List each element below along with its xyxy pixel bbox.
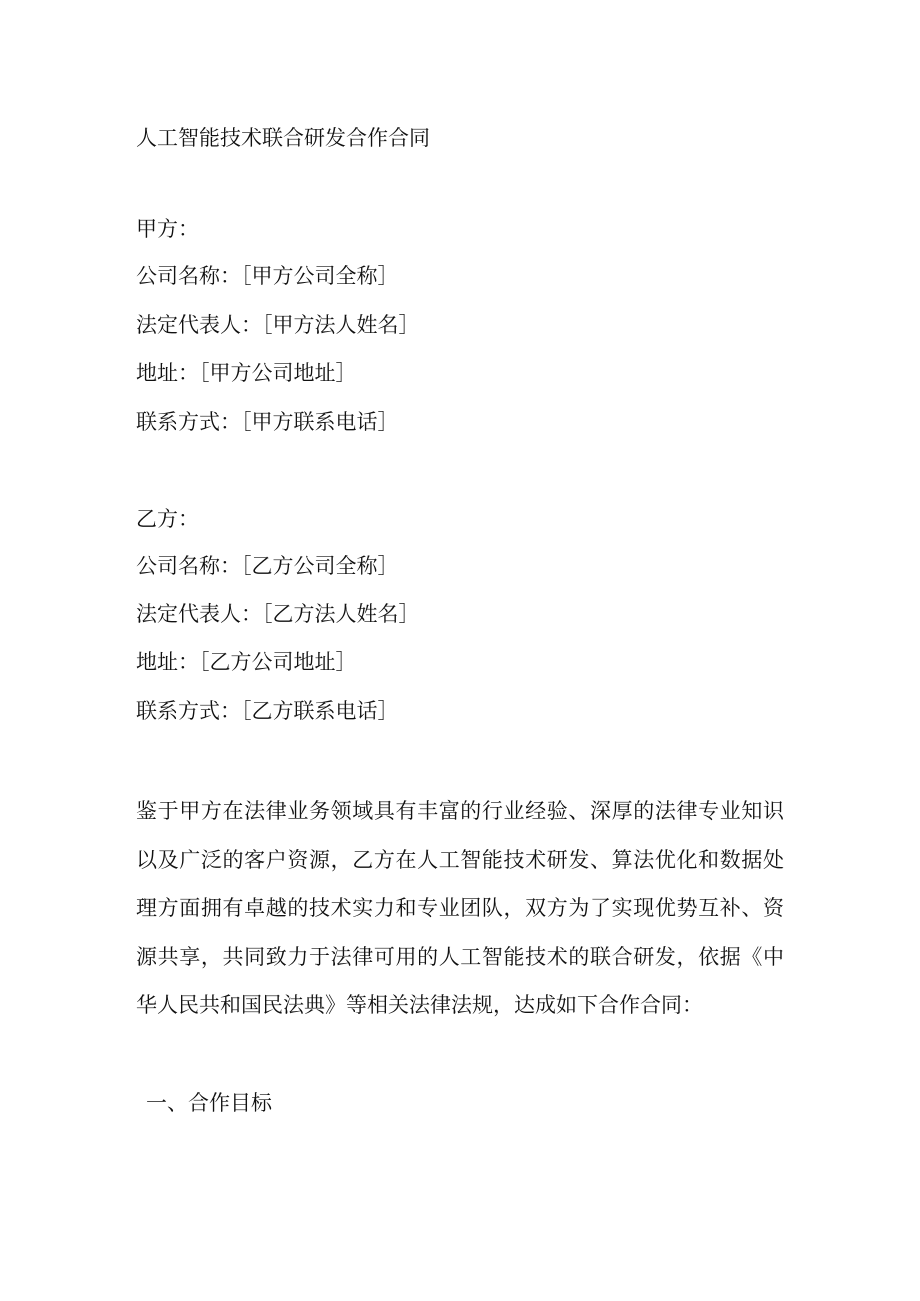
party-b-contact: 联系方式：［乙方联系电话］ <box>136 699 399 723</box>
party-b-company-name: 公司名称：［乙方公司全称］ <box>136 554 399 578</box>
party-b-heading: 乙方： <box>136 507 199 531</box>
party-a-legal-representative: 法定代表人：［甲方法人姓名］ <box>136 313 420 337</box>
party-a-heading: 甲方： <box>136 217 199 241</box>
section-heading-cooperation-goals: 一、合作目标 <box>146 1091 272 1115</box>
party-b-legal-representative: 法定代表人：［乙方法人姓名］ <box>136 602 420 626</box>
party-b-address: 地址：［乙方公司地址］ <box>136 650 357 674</box>
party-a-company-name: 公司名称：［甲方公司全称］ <box>136 264 399 288</box>
preamble-paragraph: 鉴于甲方在法律业务领域具有丰富的行业经验、深厚的法律专业知识以及广泛的客户资源，乙方在人工智能技术研发、算法优化和数据处理方面拥有卓越的技术实力和专业团队，双方为了实现优势互补、资源共享，共同致力于法律可用的人工智能技术的联合研发，依据《中华人民共和国民法典》等相关法律法规，达成如下合作合同： <box>136 799 784 1017</box>
document-title: 人工智能技术联合研发合作合同 <box>136 126 430 150</box>
party-a-address: 地址：［甲方公司地址］ <box>136 361 357 385</box>
party-a-contact: 联系方式：［甲方联系电话］ <box>136 410 399 434</box>
